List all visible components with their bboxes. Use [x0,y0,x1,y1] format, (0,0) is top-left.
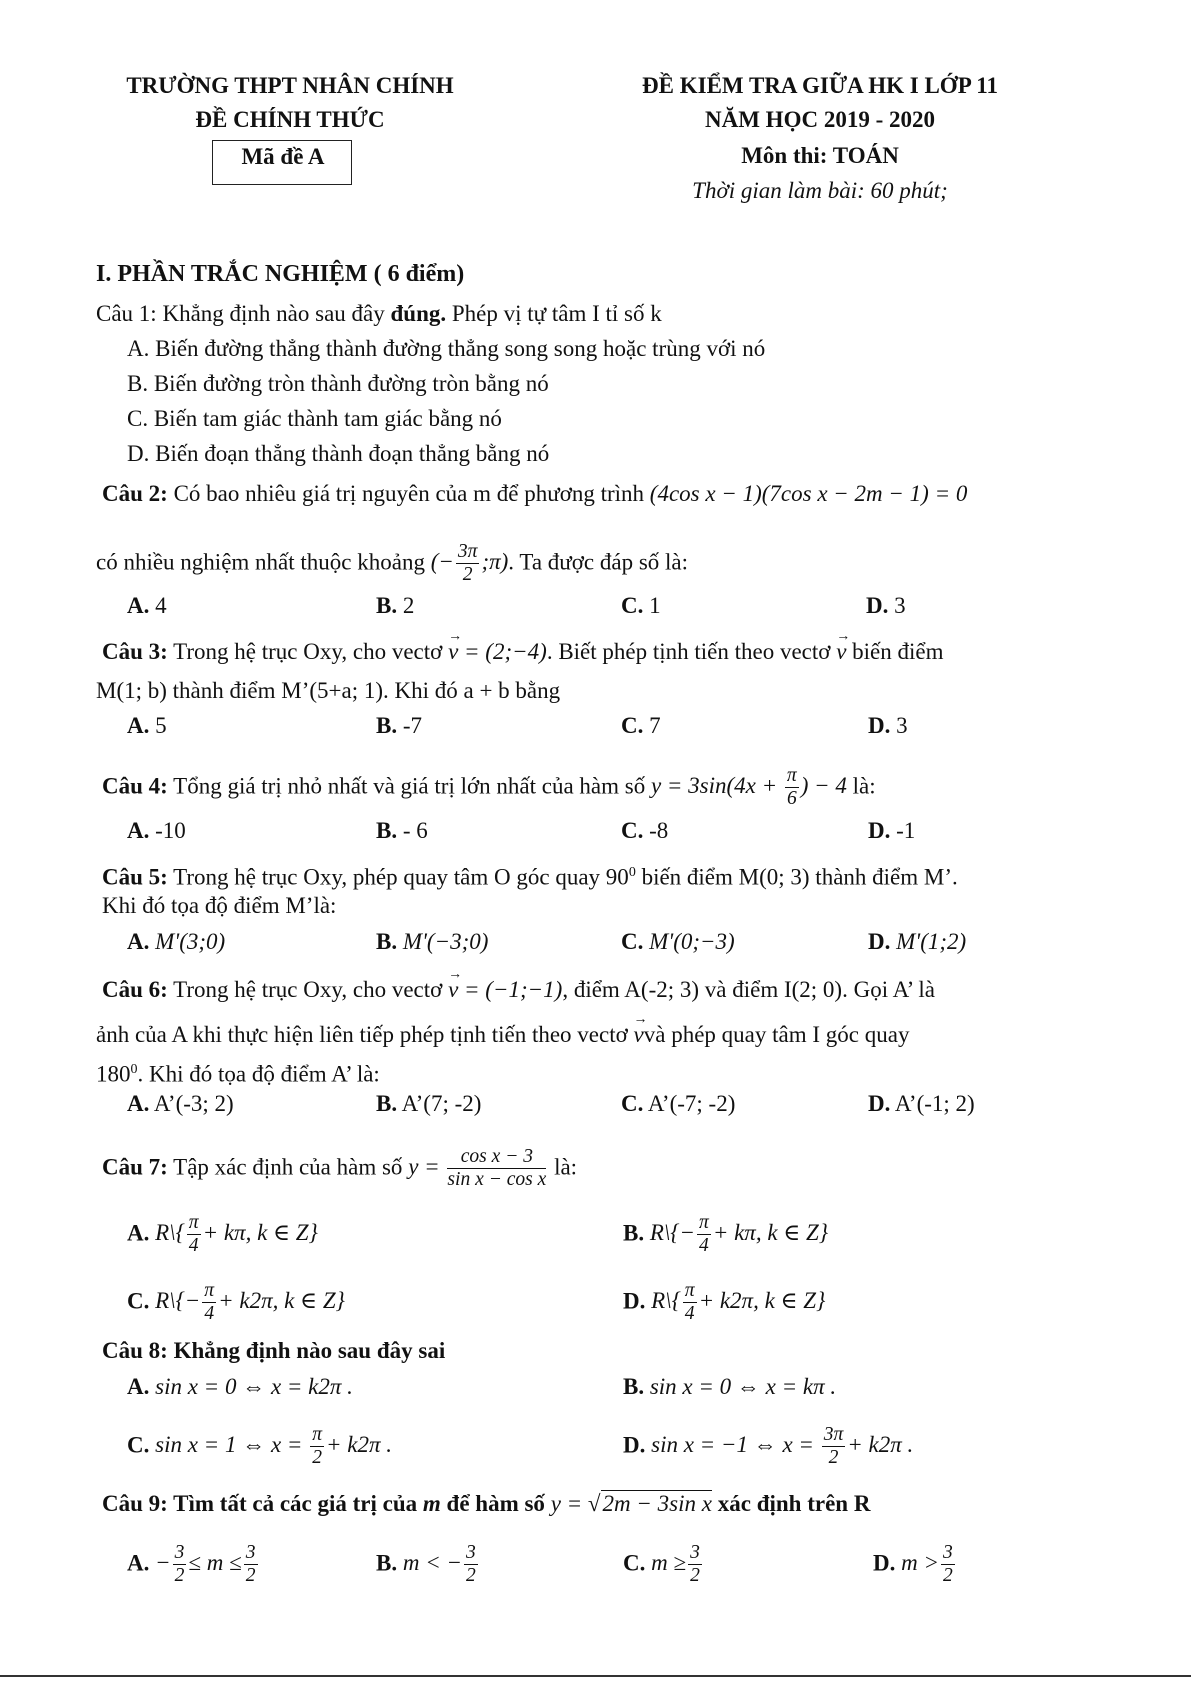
subject: Môn thi: TOÁN [741,143,899,168]
q5-option-d [868,928,966,956]
exam-duration: Thời gian làm bài: 60 phút; [692,178,948,203]
text-fragment: C. [621,818,644,843]
equation: (4cos x − 1)(7cos x − 2m − 1) = 0 [649,481,968,506]
text-fragment: 2 [312,1447,322,1469]
text-fragment: 3π [822,1424,846,1447]
text-fragment: sin x − cos x [447,1169,547,1191]
q5-option-b [376,928,488,956]
text-fragment: m > [895,1550,940,1576]
text-fragment: M'(−3;0) [397,929,489,954]
degree-sup: 0 [628,865,636,880]
text-fragment: cos x − 3 [447,1146,546,1169]
question-text: biến điểm M(0; 3) thành điểm M’. [635,864,958,890]
text-fragment [645,1280,826,1325]
text-fragment: D. [623,1288,646,1314]
q4-option-d [868,817,915,845]
text-fragment: B. [623,1374,645,1399]
question-9 [102,1490,870,1518]
fraction [310,1424,324,1470]
question-text: Trong hệ trục Oxy, phép quay tâm O góc quay 90 [167,864,629,890]
text-fragment: -1 [890,818,916,843]
q9-option-b [376,1542,480,1588]
text-fragment: C. [621,713,644,738]
text-fragment: A. [127,1374,150,1399]
question-text: xác định trên R [711,1491,871,1516]
text-fragment [645,1424,914,1469]
text-fragment: 4 [699,1235,709,1257]
text-fragment: 2 [462,564,473,586]
text-fragment: D. [868,818,891,843]
text-fragment: y = √ [550,1491,601,1516]
text-fragment: sin x = −1 ⇔ x = [645,1432,820,1458]
q8-option-b [623,1373,836,1401]
text-fragment: D. [866,593,889,618]
function [650,765,847,810]
text-fragment: C. [127,1432,150,1458]
question-label: Câu 7: [102,1154,168,1180]
text-fragment: R\{ [149,1220,185,1246]
question-text: ảnh của A khi thực hiện liên tiếp phép tịnh tiến theo vectơ [96,1022,634,1047]
page-bottom-edge [0,1675,1191,1677]
vector-v: → v [634,1021,644,1049]
text-fragment: + k2π . [847,1432,914,1458]
question-6-line3 [96,1056,380,1089]
question-text: Phép vị tự tâm I tỉ số k [446,301,662,326]
text-fragment: 2 [943,1565,953,1587]
school-name: TRƯỜNG THPT NHÂN CHÍNH [126,73,454,98]
question-label: Câu 9: [102,1491,168,1516]
text-fragment: ) − 4 [800,773,847,799]
text-fragment: R\{− [644,1220,696,1246]
text-fragment: D. [623,1432,646,1458]
question-text: biến điểm [846,639,944,664]
text-fragment: − [149,1550,171,1576]
text-fragment: . Khi đó tọa độ điểm A’ là: [137,1061,380,1087]
text-fragment [645,1542,704,1587]
text-fragment: 2 [690,1565,700,1587]
text-fragment: 5 [149,713,167,738]
text-fragment: R\{ [645,1288,681,1314]
fraction [456,541,480,587]
question-label: Câu 1: [96,301,157,326]
text-fragment: 7 [643,713,661,738]
question-text: Khẳng định nào sau đây sai [167,1338,446,1363]
question-text: , điểm A(-2; 3) và điểm I(2; 0). Gọi A’ là [562,977,935,1002]
question-text: có nhiều nghiệm nhất thuộc khoảng [96,549,431,575]
fraction [464,1542,478,1588]
text-fragment: 4 [684,1303,695,1325]
question-text: và phép quay tâm I góc quay [643,1022,910,1047]
q8-option-c [127,1424,392,1470]
fraction [822,1424,846,1470]
text-fragment: M'(0;−3) [643,929,735,954]
question-3-line2: M(1; b) thành điểm M’(5+a; 1). Khi đó a + b bằng [96,678,561,703]
text-fragment: A’(-3; 2) [149,1091,234,1116]
q4-option-a [127,817,186,845]
text-fragment: 3 [464,1542,478,1565]
text-fragment: 4 [204,1303,215,1325]
text-fragment: 2 [174,1565,185,1587]
q8-option-d [623,1424,913,1470]
text-fragment [149,1424,392,1469]
text-fragment: C. [127,1288,150,1314]
text-fragment: 6 [786,788,797,810]
text-fragment: B. [376,818,398,843]
q2-option-b [376,592,414,620]
text-fragment: 3π [456,541,480,564]
text-fragment: y = 3sin(4x + [650,773,783,799]
question-6 [102,976,935,1004]
function [551,1490,712,1516]
school-year: NĂM HỌC 2019 - 2020 [705,107,935,132]
fraction [447,1146,546,1192]
equation: = (2;−4) [458,639,547,664]
question-label: Câu 3: [102,639,168,664]
text-fragment: A’(-7; -2) [643,1091,736,1116]
text-fragment [149,1542,259,1587]
question-text: để hàm số [440,1491,551,1516]
question-5 [102,859,958,892]
text-fragment: π [310,1424,324,1447]
q3-option-d [868,712,908,740]
q9-option-a [127,1542,260,1588]
q7-option-a [127,1212,318,1258]
question-text: Tổng giá trị nhỏ nhất và giá trị lớn nhất của hàm số [167,773,651,799]
question-text: . Ta được đáp số là: [508,549,689,575]
text-fragment: π [187,1212,201,1235]
fraction [244,1542,258,1588]
q6-option-a [127,1090,234,1118]
text-fragment: A. [127,1550,150,1576]
q4-option-b [376,817,428,845]
text-fragment: B. [376,929,398,954]
text-fragment: m ≥ [645,1550,687,1576]
q9-option-c [623,1542,704,1588]
text-fragment: 3 [173,1542,187,1565]
text-fragment: A. [127,818,150,843]
q5-option-a [127,928,225,956]
q2-option-c [621,592,661,620]
q6-option-d [868,1090,975,1118]
text-fragment: 4 [149,593,167,618]
text-fragment: A’(7; -2) [397,1091,482,1116]
vector-v: → v [448,638,458,666]
question-label: Câu 8: [102,1338,168,1363]
question-5-line2: Khi đó tọa độ điểm M’là: [102,893,337,918]
q9-option-d [873,1542,957,1588]
text-fragment: D. [868,929,891,954]
official-label: ĐỀ CHÍNH THỨC [195,107,385,132]
text-fragment: C. [621,929,644,954]
q1-option-b: B. Biến đường tròn thành đường tròn bằng nó [127,371,549,396]
text-fragment: 3 [244,1542,258,1565]
vector-v: → v [448,976,458,1004]
text-fragment [397,1542,480,1587]
text-fragment: π [202,1280,216,1303]
text-fragment [644,1212,829,1257]
question-4 [102,765,876,811]
q1-option-a: A. Biến đường thẳng thành đường thẳng song song hoặc trùng với nó [127,336,766,361]
question-3 [102,638,944,666]
q7-option-d [623,1280,825,1326]
fraction [173,1542,187,1588]
text-fragment [149,1212,318,1257]
text-fragment: A. [127,593,150,618]
text-fragment: A. [127,929,150,954]
text-fragment: ≤ m ≤ [188,1550,242,1576]
text-fragment: A’(-1; 2) [890,1091,975,1116]
question-label: Câu 4: [102,773,168,799]
question-text: Khẳng định nào sau đây [156,301,391,326]
q7-option-b [623,1212,828,1258]
question-text: Trong hệ trục Oxy, cho vectơ [167,977,449,1002]
text-fragment: D. [873,1550,896,1576]
text-fragment: 4 [188,1235,199,1257]
text-fragment: -7 [397,713,423,738]
text-fragment: A. [127,1220,150,1246]
text-fragment: - 6 [397,818,428,843]
text-fragment: B. [376,593,398,618]
text-fragment: M'(1;2) [890,929,967,954]
question-label: Câu 2: [102,481,168,506]
text-fragment: C. [621,593,644,618]
interval [430,541,509,586]
fraction [187,1212,201,1258]
text-fragment: 3 [888,593,906,618]
question-text: Trong hệ trục Oxy, cho vectơ [167,639,449,664]
q2-option-a [127,592,167,620]
q7-option-c [127,1280,345,1326]
q3-option-c [621,712,661,740]
text-fragment: B. [376,713,398,738]
text-fragment: + kπ, k ∈ Z} [202,1220,318,1246]
function [408,1146,548,1191]
question-label: Câu 6: [102,977,168,1002]
q3-option-a [127,712,167,740]
question-text: Tập xác định của hàm số [167,1154,409,1180]
question-emphasis: đúng. [390,301,447,326]
text-fragment: C. [623,1550,646,1576]
text-fragment: sin x = 1 ⇔ x = [149,1432,309,1458]
text-fragment: sin x = 0 ⇔ x = k2π . [149,1374,353,1399]
text-fragment: B. [376,1091,398,1116]
text-fragment: -10 [149,818,186,843]
question-7 [102,1146,577,1192]
fraction [683,1280,697,1326]
fraction [941,1542,955,1588]
q1-option-d: D. Biến đoạn thẳng thành đoạn thẳng bằng nó [127,441,550,466]
text-fragment: A. [127,713,150,738]
text-fragment: 3 [941,1542,955,1565]
question-text: Tìm tất cả các giá trị của [167,1491,423,1516]
text-fragment: 1 [643,593,661,618]
fraction [202,1280,216,1326]
question-text: là: [548,1154,578,1180]
text-fragment: B. [376,1550,398,1576]
question-text: Có bao nhiêu giá trị nguyên của m để phương trình [167,481,650,506]
question-label: Câu 5: [102,864,168,890]
text-fragment: A. [127,1091,150,1116]
text-fragment: 3 [890,713,908,738]
question-text: . Biết phép tịnh tiến theo vectơ [546,639,837,664]
q1-option-c: C. Biến tam giác thành tam giác bằng nó [127,406,502,431]
q6-option-b [376,1090,481,1118]
fraction [688,1542,702,1588]
variable-m: m [422,1491,441,1516]
fraction [697,1212,711,1258]
q4-option-c [621,817,668,845]
text-fragment: 3 [688,1542,702,1565]
text-fragment: R\{− [149,1288,201,1314]
text-fragment: π [697,1212,711,1235]
question-6-line2 [96,1021,909,1049]
text-fragment: (− [430,549,454,575]
q2-option-d [866,592,906,620]
text-fragment [149,1280,345,1325]
q5-option-c [621,928,735,956]
text-fragment: C. [621,1091,644,1116]
question-8 [102,1337,445,1365]
text-fragment: ;π) [481,549,509,575]
section-title: I. PHẦN TRẮC NGHIỆM ( 6 điểm) [96,261,465,287]
text-fragment: π [683,1280,697,1303]
q6-option-c [621,1090,735,1118]
text-fragment: 2 [828,1447,839,1469]
text-fragment: + kπ, k ∈ Z} [712,1220,829,1246]
text-fragment [895,1542,956,1587]
text-fragment: M'(3;0) [149,929,226,954]
text-fragment: D. [868,1091,891,1116]
vector-v: → v [836,638,846,666]
question-2 [102,480,967,508]
text-fragment: + k2π, k ∈ Z} [698,1288,826,1314]
question-text: là: [846,773,876,799]
text-fragment: π [785,765,799,788]
degree-sup: 0 [130,1062,138,1077]
exam-code: Mã đề A [241,144,325,169]
question-2-line2 [96,541,688,587]
text-fragment: 2m − 3sin x [602,1491,712,1516]
q3-option-b [376,712,422,740]
text-fragment: 180 [96,1061,131,1087]
text-fragment: y = [408,1154,446,1180]
text-fragment: + k2π . [325,1432,392,1458]
fraction [785,765,799,811]
text-fragment: B. [623,1220,645,1246]
q8-option-a [127,1373,353,1401]
text-fragment: + k2π, k ∈ Z} [218,1288,345,1314]
text-fragment: sin x = 0 ⇔ x = kπ . [644,1374,837,1399]
question-1 [96,300,662,328]
text-fragment: -8 [643,818,669,843]
text-fragment: m < − [397,1550,462,1576]
text-fragment: 2 [397,593,415,618]
exam-title: ĐỀ KIỂM TRA GIỮA HK I LỚP 11 [642,73,998,98]
text-fragment: 2 [466,1565,476,1587]
equation: = (−1;−1) [458,977,563,1002]
text-fragment: D. [868,713,891,738]
text-fragment: 2 [245,1565,256,1587]
